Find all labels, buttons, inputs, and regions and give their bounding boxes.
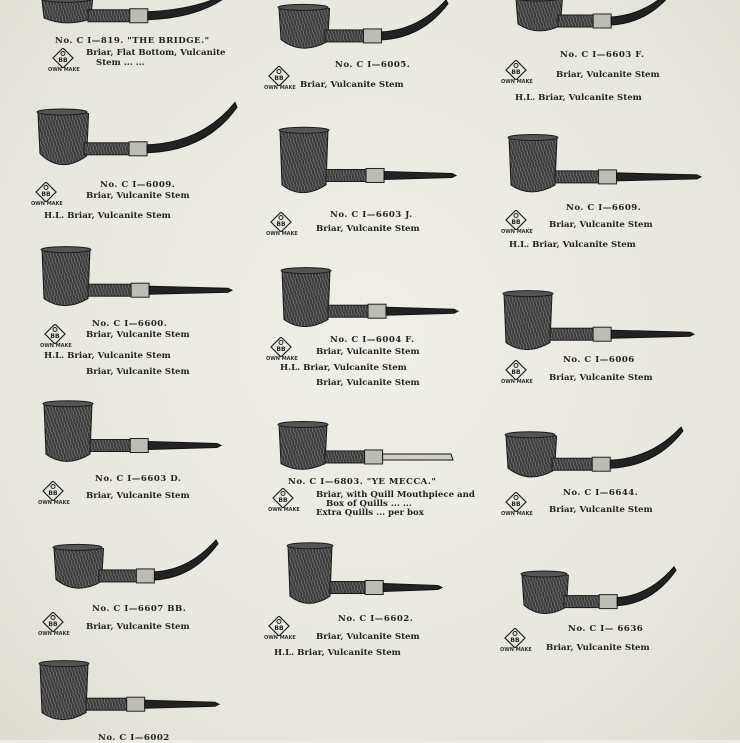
pipe-bowl xyxy=(38,110,89,165)
pipe-illustration xyxy=(276,124,458,202)
description-line: Stem ... ... xyxy=(96,58,145,68)
pipe-stem xyxy=(154,540,218,580)
description-line: H.L. Briar, Vulcanite Stem xyxy=(515,93,642,103)
pipe-bowl xyxy=(44,404,92,462)
pipe-shank xyxy=(84,143,129,155)
bb-diamond-logo-icon xyxy=(31,182,63,207)
pipe-shank xyxy=(330,582,365,594)
description-line: Briar, Vulcanite Stem xyxy=(316,378,420,388)
description-line: H.L. Briar, Vulcanite Stem xyxy=(280,363,407,373)
bb-diamond-logo-icon xyxy=(38,481,70,506)
pipe-shank xyxy=(552,458,592,470)
pipe-illustration xyxy=(500,288,696,358)
pipe-bowl xyxy=(522,572,568,613)
bb-diamond-logo-icon xyxy=(501,60,533,85)
catalogue-number: No. C I—6603 J. xyxy=(330,210,413,220)
catalogue-number: No. C I—819. "THE BRIDGE." xyxy=(55,36,210,46)
logo-letters: BB xyxy=(276,346,286,353)
description-line: Briar, Vulcanite Stem xyxy=(549,505,653,515)
pipe-bowl xyxy=(282,271,330,327)
own-make-label: OWN MAKE xyxy=(48,67,80,73)
bb-diamond-logo-icon xyxy=(501,360,533,385)
pipe-shank xyxy=(326,169,366,181)
pipe-band xyxy=(366,168,384,182)
pipe-rim xyxy=(41,0,91,2)
pipe-rim xyxy=(279,127,329,133)
pipe-shank xyxy=(555,171,599,183)
own-make-label: OWN MAKE xyxy=(266,231,298,237)
pipe-rim xyxy=(505,432,555,438)
pipe-stem xyxy=(610,427,683,468)
pipe-rim xyxy=(43,401,93,407)
description-line: Briar, Vulcanite Stem xyxy=(316,224,420,234)
pipe-bowl xyxy=(288,546,332,604)
bb-diamond-logo-icon xyxy=(501,492,533,517)
pipe-illustration xyxy=(278,265,460,335)
logo-letters: BB xyxy=(511,501,521,508)
pipe-bowl xyxy=(506,433,557,477)
pipe-bowl xyxy=(42,250,90,306)
pipe-illustration xyxy=(512,0,672,38)
pipe-stem xyxy=(383,584,442,592)
description-line: Briar, Vulcanite Stem xyxy=(86,491,190,501)
bb-diamond-logo-icon xyxy=(48,48,80,73)
pipe-band xyxy=(599,595,617,609)
bb-diamond-logo-icon xyxy=(501,210,533,235)
own-make-label: OWN MAKE xyxy=(31,201,63,207)
pipe-illustration xyxy=(518,562,678,622)
catalogue-number: No. C I—6602. xyxy=(338,614,414,624)
logo-letters: BB xyxy=(41,191,51,198)
pipe-band xyxy=(592,457,610,471)
pipe-shank xyxy=(325,451,365,463)
bb-diamond-logo-icon xyxy=(266,212,298,237)
catalogue-number: No. C I—6600. xyxy=(92,319,168,329)
pipe-illustration xyxy=(275,0,450,57)
pipe-shank xyxy=(88,10,130,22)
pipe-stem xyxy=(611,330,694,338)
pipe-stem xyxy=(148,0,226,20)
description-line: Briar, Vulcanite Stem xyxy=(86,622,190,632)
bb-diamond-logo-icon xyxy=(38,612,70,637)
pipe-shank xyxy=(328,305,368,317)
pipe-illustration xyxy=(284,540,444,612)
pipe-stem xyxy=(149,286,232,294)
pipe-illustration xyxy=(38,0,228,28)
own-make-label: OWN MAKE xyxy=(501,379,533,385)
pipe-stem xyxy=(617,567,676,606)
pipe-rim xyxy=(521,571,567,577)
catalogue-number: No. C I—6607 BB. xyxy=(92,604,187,614)
pipe-bowl xyxy=(516,0,562,31)
pipe-rim xyxy=(287,543,333,549)
pipe-rim xyxy=(278,4,328,10)
own-make-label: OWN MAKE xyxy=(268,507,300,513)
pipe-band xyxy=(136,569,154,583)
bb-diamond-logo-icon xyxy=(264,66,296,91)
bb-diamond-logo-icon xyxy=(264,616,296,641)
pipe-shank xyxy=(88,284,131,296)
logo-letters: BB xyxy=(511,69,521,76)
description-line: H.L. Briar, Vulcanite Stem xyxy=(274,648,401,658)
logo-letters: BB xyxy=(50,333,60,340)
logo-letters: BB xyxy=(48,621,58,628)
own-make-label: OWN MAKE xyxy=(38,500,70,506)
logo-letters: BB xyxy=(510,637,520,644)
description-line: Briar, Vulcanite Stem xyxy=(546,643,650,653)
pipe-stem xyxy=(148,442,221,450)
catalogue-number: No. C I— 6636 xyxy=(568,624,644,634)
pipe-band xyxy=(127,697,145,711)
description-line: Extra Quills ... per box xyxy=(316,508,424,518)
pipe-band xyxy=(131,283,149,297)
pipe-stem xyxy=(145,700,219,708)
description-line: Briar, Vulcanite Stem xyxy=(86,367,190,377)
pipe-bowl xyxy=(54,546,104,589)
catalogue-number: No. C I—6603 D. xyxy=(95,474,182,484)
catalogue-number: No. C I—6009. xyxy=(100,180,176,190)
pipe-illustration xyxy=(38,244,234,314)
description-line: Briar, Vulcanite Stem xyxy=(549,373,653,383)
pipe-illustration xyxy=(50,535,220,597)
logo-letters: BB xyxy=(274,75,284,82)
pipe-rim xyxy=(508,134,558,140)
pipe-rim xyxy=(53,544,102,550)
pipe-band xyxy=(364,29,382,43)
pipe-band xyxy=(130,439,148,453)
own-make-label: OWN MAKE xyxy=(501,79,533,85)
pipe-illustration xyxy=(34,96,239,176)
description-line: Briar, Vulcanite Stem xyxy=(556,70,660,80)
pipe-shank xyxy=(564,596,599,608)
catalogue-number: No. C I—6006 xyxy=(563,355,635,365)
catalogue-number: No. C I—6644. xyxy=(563,488,639,498)
logo-letters: BB xyxy=(274,625,284,632)
bb-diamond-logo-icon xyxy=(500,628,532,653)
description-line: H.L. Briar, Vulcanite Stem xyxy=(509,240,636,250)
logo-letters: BB xyxy=(276,221,286,228)
logo-letters: BB xyxy=(511,219,521,226)
pipe-rim xyxy=(278,421,328,427)
bb-diamond-logo-icon xyxy=(268,488,300,513)
logo-letters: BB xyxy=(278,497,288,504)
description-line: Briar, Vulcanite Stem xyxy=(316,347,420,357)
pipe-stem xyxy=(611,0,670,25)
own-make-label: OWN MAKE xyxy=(266,356,298,362)
catalogue-number: No. C I—6609. xyxy=(566,203,642,213)
pipe-illustration xyxy=(275,420,455,476)
pipe-band xyxy=(593,14,611,28)
own-make-label: OWN MAKE xyxy=(501,229,533,235)
description-line: H.L. Briar, Vulcanite Stem xyxy=(44,211,171,221)
pipe-band xyxy=(599,170,617,184)
description-line: H.L. Briar, Vulcanite Stem xyxy=(44,351,171,361)
catalogue-number: No. C I—6005. xyxy=(335,60,411,70)
pipe-shank xyxy=(99,570,136,582)
pipe-shank xyxy=(86,698,127,710)
catalogue-number: No. C I—6603 F. xyxy=(560,50,645,60)
pipe-bowl xyxy=(40,664,88,720)
catalogue-number: No. C I—6004 F. xyxy=(330,335,415,345)
description-line: Briar, Vulcanite Stem xyxy=(300,80,404,90)
own-make-label: OWN MAKE xyxy=(500,647,532,653)
pipe-stem xyxy=(384,171,456,179)
pipe-rim xyxy=(503,291,553,297)
pipe-illustration xyxy=(502,422,685,486)
pipe-band xyxy=(130,9,148,23)
own-make-label: OWN MAKE xyxy=(38,631,70,637)
pipe-rim xyxy=(37,109,87,115)
description-line: Briar, Vulcanite Stem xyxy=(316,632,420,642)
pipe-shank xyxy=(90,440,130,452)
description-line: Briar, with Quill Mouthpiece and xyxy=(316,490,475,500)
own-make-label: OWN MAKE xyxy=(264,635,296,641)
pipe-stem xyxy=(382,0,449,40)
pipe-bowl xyxy=(42,0,93,23)
pipe-shank xyxy=(558,15,593,27)
pipe-band xyxy=(593,327,611,341)
bb-diamond-logo-icon xyxy=(40,324,72,349)
description-line: Briar, Flat Bottom, Vulcanite xyxy=(86,48,226,58)
pipe-band xyxy=(365,450,383,464)
pipe-band xyxy=(368,304,386,318)
catalogue-number: No. C I—6803. "YE MECCA." xyxy=(288,477,437,487)
bb-diamond-logo-icon xyxy=(266,337,298,362)
logo-letters: BB xyxy=(48,490,58,497)
pipe-bowl xyxy=(279,424,327,469)
pipe-rim xyxy=(41,247,91,253)
pipe-rim xyxy=(281,268,331,274)
own-make-label: OWN MAKE xyxy=(501,511,533,517)
logo-letters: BB xyxy=(511,369,521,376)
logo-letters: BB xyxy=(58,57,68,64)
pipe-stem xyxy=(383,454,453,460)
description-line: Briar, Vulcanite Stem xyxy=(86,191,190,201)
own-make-label: OWN MAKE xyxy=(264,85,296,91)
pipe-illustration xyxy=(36,658,221,728)
pipe-stem xyxy=(386,307,458,315)
pipe-band xyxy=(365,581,383,595)
description-line: Briar, Vulcanite Stem xyxy=(549,220,653,230)
pipe-shank xyxy=(550,328,593,340)
pipe-shank xyxy=(325,30,364,42)
pipe-bowl xyxy=(280,130,328,192)
pipe-illustration xyxy=(40,398,223,470)
pipe-rim xyxy=(39,661,89,667)
own-make-label: OWN MAKE xyxy=(40,343,72,349)
pipe-bowl xyxy=(504,294,552,350)
pipe-stem xyxy=(617,173,701,181)
pipe-illustration xyxy=(505,132,703,200)
description-line: Briar, Vulcanite Stem xyxy=(86,330,190,340)
pipe-bowl xyxy=(509,137,557,191)
description-line: Box of Quills ... ... xyxy=(326,499,412,509)
pipe-bowl xyxy=(279,6,330,49)
pipe-band xyxy=(129,142,147,156)
pipe-stem xyxy=(147,102,237,152)
catalogue-number: No. C I—6002 xyxy=(98,733,170,743)
